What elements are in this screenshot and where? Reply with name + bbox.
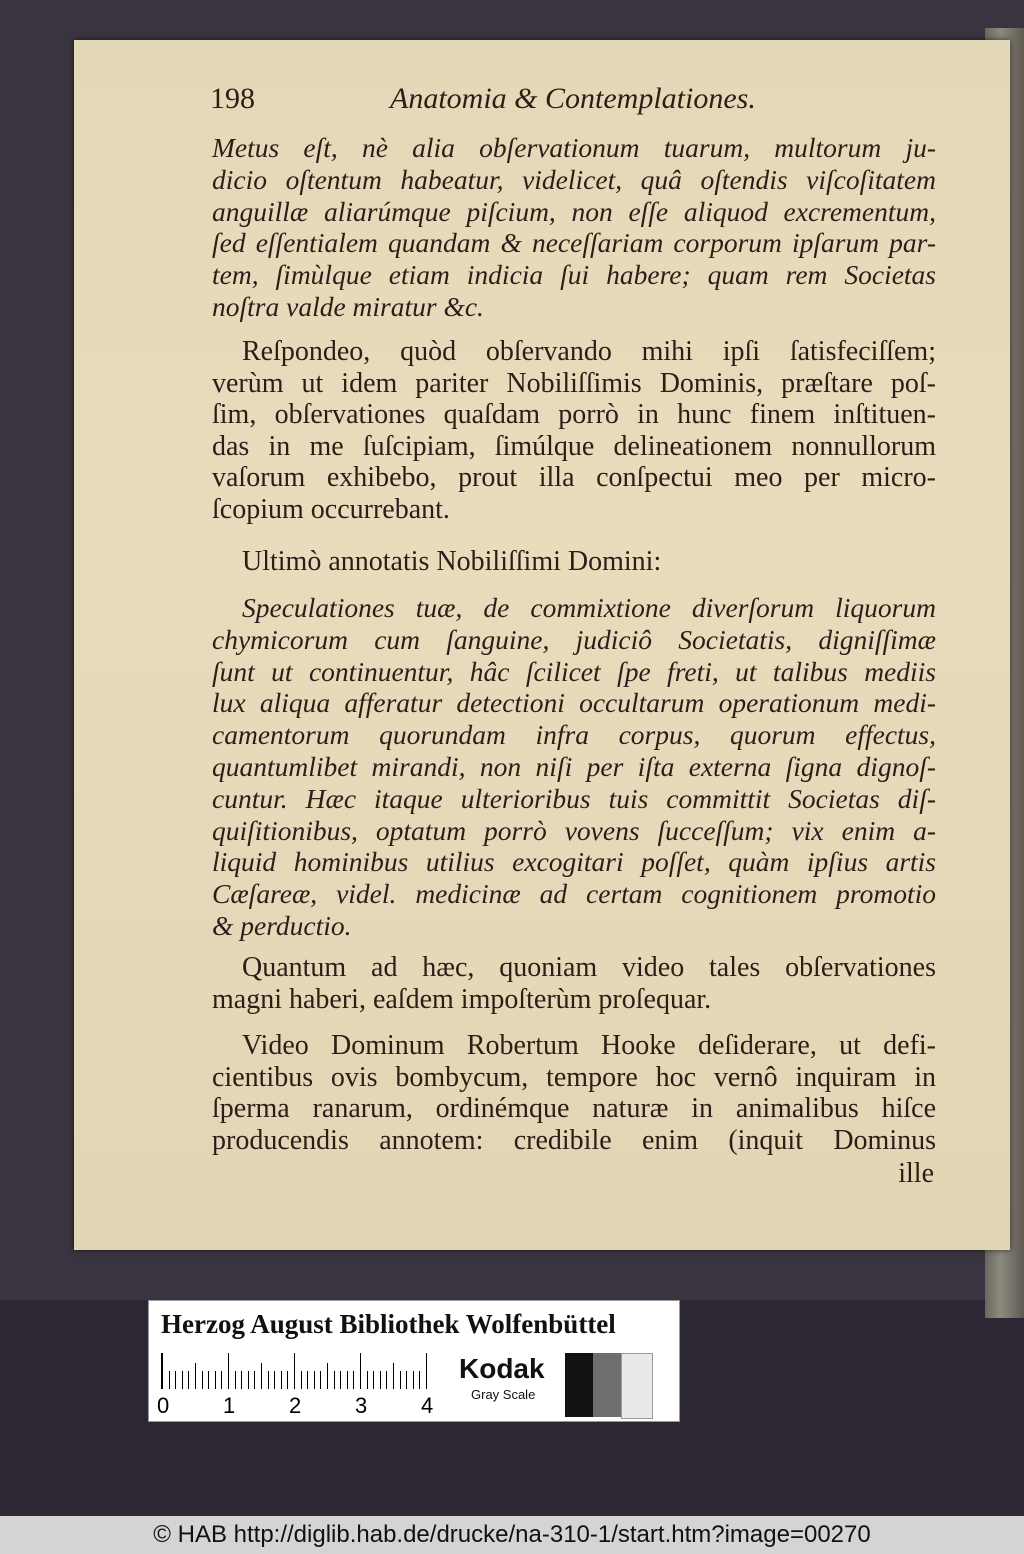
ruler-tick xyxy=(347,1371,348,1389)
text-line: ſim, obſervationes quaſdam porrò in hunc finem inſtituen- xyxy=(212,399,936,431)
text-line: Reſpondeo, quòd obſervando mihi ipſi ſatisfeciſſem; xyxy=(242,336,936,367)
ruler-tick xyxy=(353,1371,354,1389)
ruler-tick xyxy=(261,1363,262,1389)
ruler-tick xyxy=(327,1363,328,1389)
ruler-tick xyxy=(188,1371,189,1389)
running-head xyxy=(210,82,940,122)
ruler-tick xyxy=(340,1371,341,1389)
text-line: noſtra valde miratur &c. xyxy=(212,290,484,322)
text-line: liquid hominibus utilius excogitari poſſet, quàm ipſius artis xyxy=(212,846,936,878)
ruler-tick xyxy=(393,1363,394,1389)
ruler-tick xyxy=(215,1371,216,1389)
ruler-tick xyxy=(175,1371,176,1389)
ruler-tick xyxy=(373,1371,374,1389)
text-line: ſunt ut continuentur, hâc ſcilicet ſpe freti, ut talibus mediis xyxy=(212,655,936,687)
running-title: Anatomia & Contemplationes. xyxy=(390,82,756,115)
text-line: quantumlibet mirandi, non niſi per iſta externa ſigna dignoſ- xyxy=(212,750,936,782)
text-line: cientibus ovis bombycum, tempore hoc vernô inquiram in xyxy=(212,1061,936,1093)
paragraph-4 xyxy=(212,592,936,942)
gray-swatch-black xyxy=(565,1353,593,1417)
ruler-tick xyxy=(221,1371,222,1389)
ruler-label: 4 xyxy=(421,1393,434,1418)
ruler-tick xyxy=(268,1371,269,1389)
text-line: camentorum quorundam infra corpus, quorum effectus, xyxy=(212,719,936,751)
text-line: Cæſareæ, videl. medicinæ ad certam cognitionem promotio xyxy=(212,878,936,910)
ruler-label: 0 xyxy=(157,1393,170,1418)
ruler-tick xyxy=(235,1371,236,1389)
ruler-tick xyxy=(426,1353,427,1389)
ruler-tick xyxy=(307,1371,308,1389)
ruler-tick xyxy=(287,1371,288,1389)
ruler-tick xyxy=(367,1371,368,1389)
ruler-tick xyxy=(182,1371,183,1389)
text-line: anguillæ aliarúmque piſcium, non eſſe aliquod excrementum, xyxy=(212,195,936,227)
text-line: lux aliqua afferatur detectioni occultarum operationum medi- xyxy=(212,687,936,719)
ruler-tick xyxy=(301,1371,302,1389)
gray-scale-label: Gray Scale xyxy=(471,1387,536,1402)
ruler-tick xyxy=(195,1363,196,1389)
text-line: Metus eſt, nè alia obſervationum tuarum, multorum ju- xyxy=(212,132,936,163)
ruler-tick xyxy=(419,1371,420,1389)
text-line: producendis annotem: credibile enim (inquit Dominus xyxy=(212,1124,936,1156)
text-line: magni haberi, eaſdem impoſterùm proſequar. xyxy=(212,983,712,1015)
gray-swatch-light xyxy=(621,1353,653,1419)
book-page xyxy=(74,40,1010,1250)
ruler-tick xyxy=(386,1371,387,1389)
paragraph-6 xyxy=(212,1030,936,1156)
text-line: & perductio. xyxy=(212,909,352,941)
ruler-label: 1 xyxy=(223,1393,236,1418)
paragraph-2 xyxy=(212,336,936,526)
copyright-footer: © HAB http://diglib.hab.de/drucke/na-310-1/start.htm?image=00270 xyxy=(0,1516,1024,1554)
text-line: Speculationes tuæ, de commixtione diverſorum liquorum xyxy=(242,592,936,623)
text-line: das in me ſuſcipiam, ſimúlque delineationem nonnullorum xyxy=(212,430,936,462)
text-line: tem, ſimùlque etiam indicia ſui habere; quam rem Societas xyxy=(212,259,936,291)
ruler-tick xyxy=(228,1353,229,1389)
ruler-tick xyxy=(248,1371,249,1389)
paragraph-5 xyxy=(212,952,936,1015)
text-line: Video Dominum Robertum Hooke deſiderare, ut defi- xyxy=(242,1030,936,1061)
ruler-tick xyxy=(208,1371,209,1389)
text-line: Quantum ad hæc, quoniam video tales obſervationes xyxy=(242,952,936,983)
ruler-tick xyxy=(320,1371,321,1389)
ruler-tick xyxy=(281,1371,282,1389)
catchword: ille xyxy=(898,1158,934,1189)
text-line: vaſorum exhibebo, prout illa conſpectui meo per micro- xyxy=(212,462,936,494)
ruler-tick xyxy=(202,1371,203,1389)
ruler-scale xyxy=(161,1353,436,1389)
page-number: 198 xyxy=(210,82,255,115)
text-line: chymicorum cum ſanguine, judiciô Societatis, digniſſimæ xyxy=(212,623,936,655)
text-line: ſperma ranarum, ordinémque naturæ in animalibus hiſce xyxy=(212,1093,936,1125)
color-target-card xyxy=(148,1300,680,1422)
institution-name: Herzog August Bibliothek Wolfenbüttel xyxy=(161,1309,616,1339)
ruler-tick xyxy=(413,1371,414,1389)
text-line: cuntur. Hæc itaque ulterioribus tuis committit Societas diſ- xyxy=(212,782,936,814)
ruler-tick xyxy=(406,1371,407,1389)
text-line: dicio oſtentum habeatur, videlicet, quâ oſtendis viſcoſitatem xyxy=(212,163,936,195)
ruler-tick xyxy=(169,1371,170,1389)
ruler-label: 2 xyxy=(289,1393,302,1418)
text-line: ſcopium occurrebant. xyxy=(212,493,450,525)
ruler-tick xyxy=(314,1371,315,1389)
text-line: quiſitionibus, optatum porrò vovens ſucceſſum; vix enim a- xyxy=(212,814,936,846)
paragraph-3 xyxy=(212,546,936,578)
text-line: verùm ut idem pariter Nobiliſſimis Dominis, præſtare poſ- xyxy=(212,367,936,399)
paragraph-1 xyxy=(212,132,936,323)
ruler-tick xyxy=(360,1353,361,1389)
text-line: Ultimò annotatis Nobiliſſimi Domini: xyxy=(242,546,662,577)
ruler-tick xyxy=(294,1353,295,1389)
ruler-tick xyxy=(254,1371,255,1389)
gray-swatch-dark xyxy=(593,1353,621,1417)
ruler-labels xyxy=(157,1393,457,1417)
ruler-label: 3 xyxy=(355,1393,368,1418)
kodak-logo: Kodak xyxy=(459,1353,545,1384)
ruler-tick xyxy=(400,1371,401,1389)
ruler-tick xyxy=(380,1371,381,1389)
ruler-tick xyxy=(241,1371,242,1389)
ruler-tick xyxy=(334,1371,335,1389)
ruler-tick xyxy=(162,1353,163,1389)
text-line: ſed eſſentialem quandam & neceſſariam corporum ipſarum par- xyxy=(212,227,936,259)
ruler-tick xyxy=(274,1371,275,1389)
